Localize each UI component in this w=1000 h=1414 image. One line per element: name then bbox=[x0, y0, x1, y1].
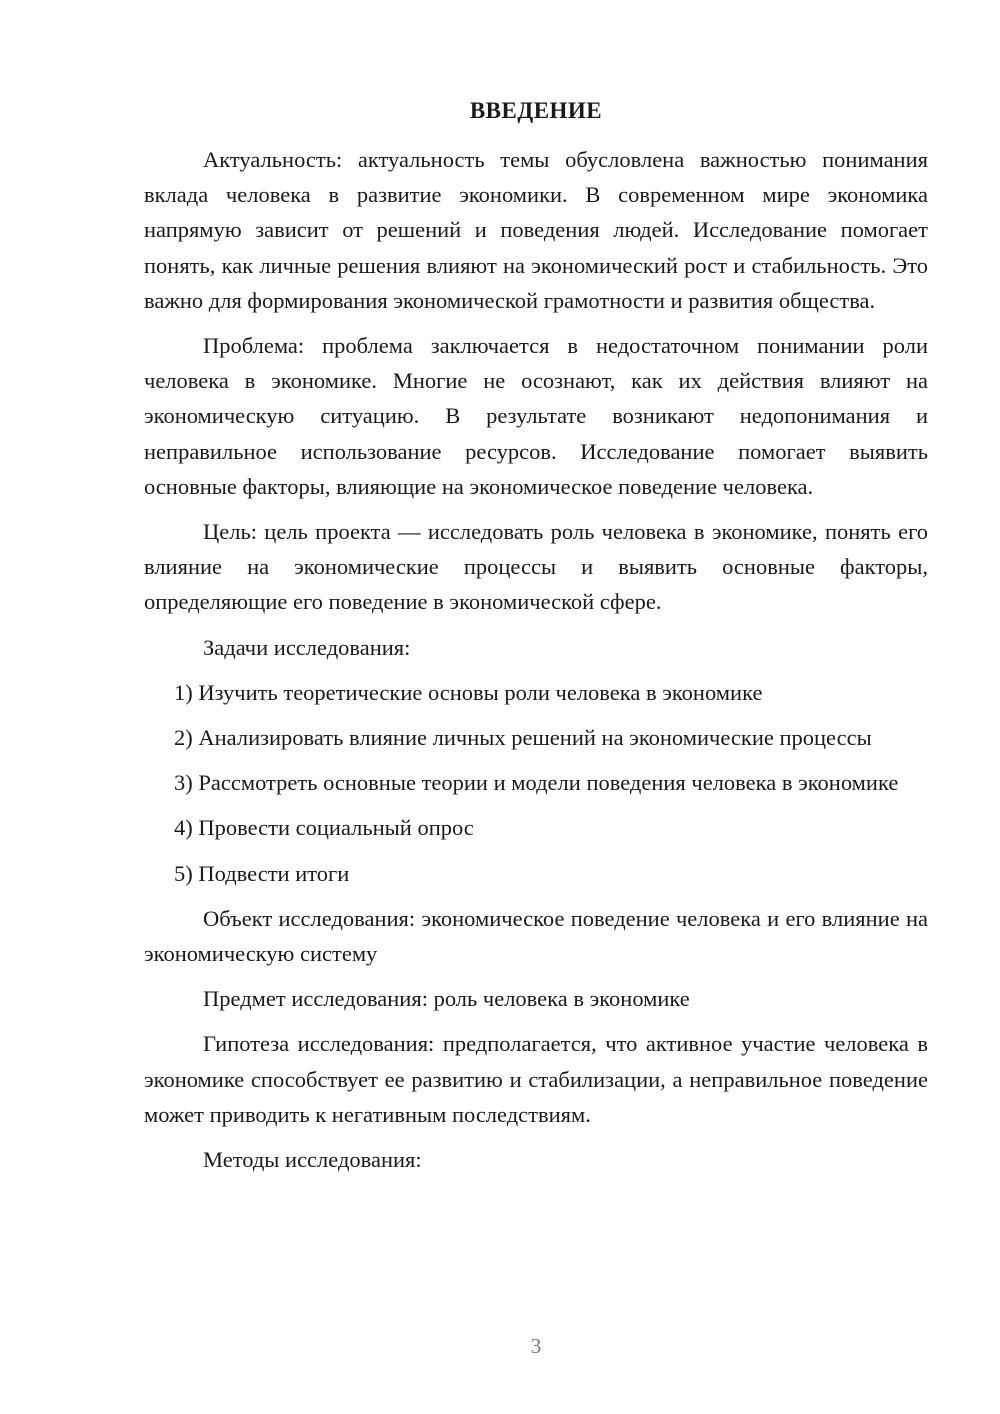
task-item-5: 5) Подвести итоги bbox=[174, 860, 350, 886]
page-number: 3 bbox=[530, 1334, 542, 1358]
section-heading: ВВЕДЕНИЕ bbox=[469, 98, 603, 123]
methods-paragraph: Методы исследования: bbox=[203, 1147, 422, 1173]
document-page bbox=[144, 96, 928, 1187]
goal-paragraph: Цель: цель проекта — исследовать роль человека в экономике, понять его влияние на экономические процессы и выявить основные факторы, определяющие его поведение в экономической сфере. bbox=[144, 519, 928, 615]
subject-paragraph: Предмет исследования: роль человека в экономике bbox=[203, 986, 690, 1012]
task-item-1: 1) Изучить теоретические основы роли человека в экономике bbox=[174, 679, 763, 705]
tasks-heading-paragraph: Задачи исследования: bbox=[203, 634, 411, 660]
task-item-3: 3) Рассмотреть основные теории и модели поведения человека в экономике bbox=[174, 770, 899, 796]
task-item-2: 2) Анализировать влияние личных решений на экономические процессы bbox=[174, 725, 872, 751]
task-item-4: 4) Провести социальный опрос bbox=[174, 815, 474, 841]
hypothesis-paragraph: Гипотеза исследования: предполагается, что активное участие человека в экономике способствует ее развитию и стабилизации, а неправильное поведение может приводить к негативным последствиям. bbox=[144, 1031, 928, 1127]
relevance-paragraph: Актуальность: актуальность темы обусловлена важностью понимания вклада человека в развитие экономики. В современном мире экономика напрямую зависит от решений и поведения людей. Исследование помогает понять, как личные решения влияют на экономический рост и стабильность. Это важно для формирования экономической грамотности и развития общества. bbox=[144, 147, 928, 313]
problem-paragraph: Проблема: проблема заключается в недостаточном понимании роли человека в экономике. Многие не осознают, как их действия влияют на экономическую ситуацию. В результате возникают недопонимания и неправильное использование ресурсов. Исследование помогает выявить основные факторы, влияющие на экономическое поведение человека. bbox=[144, 333, 928, 499]
object-paragraph: Объект исследования: экономическое поведение человека и его влияние на экономическую систему bbox=[144, 905, 928, 967]
